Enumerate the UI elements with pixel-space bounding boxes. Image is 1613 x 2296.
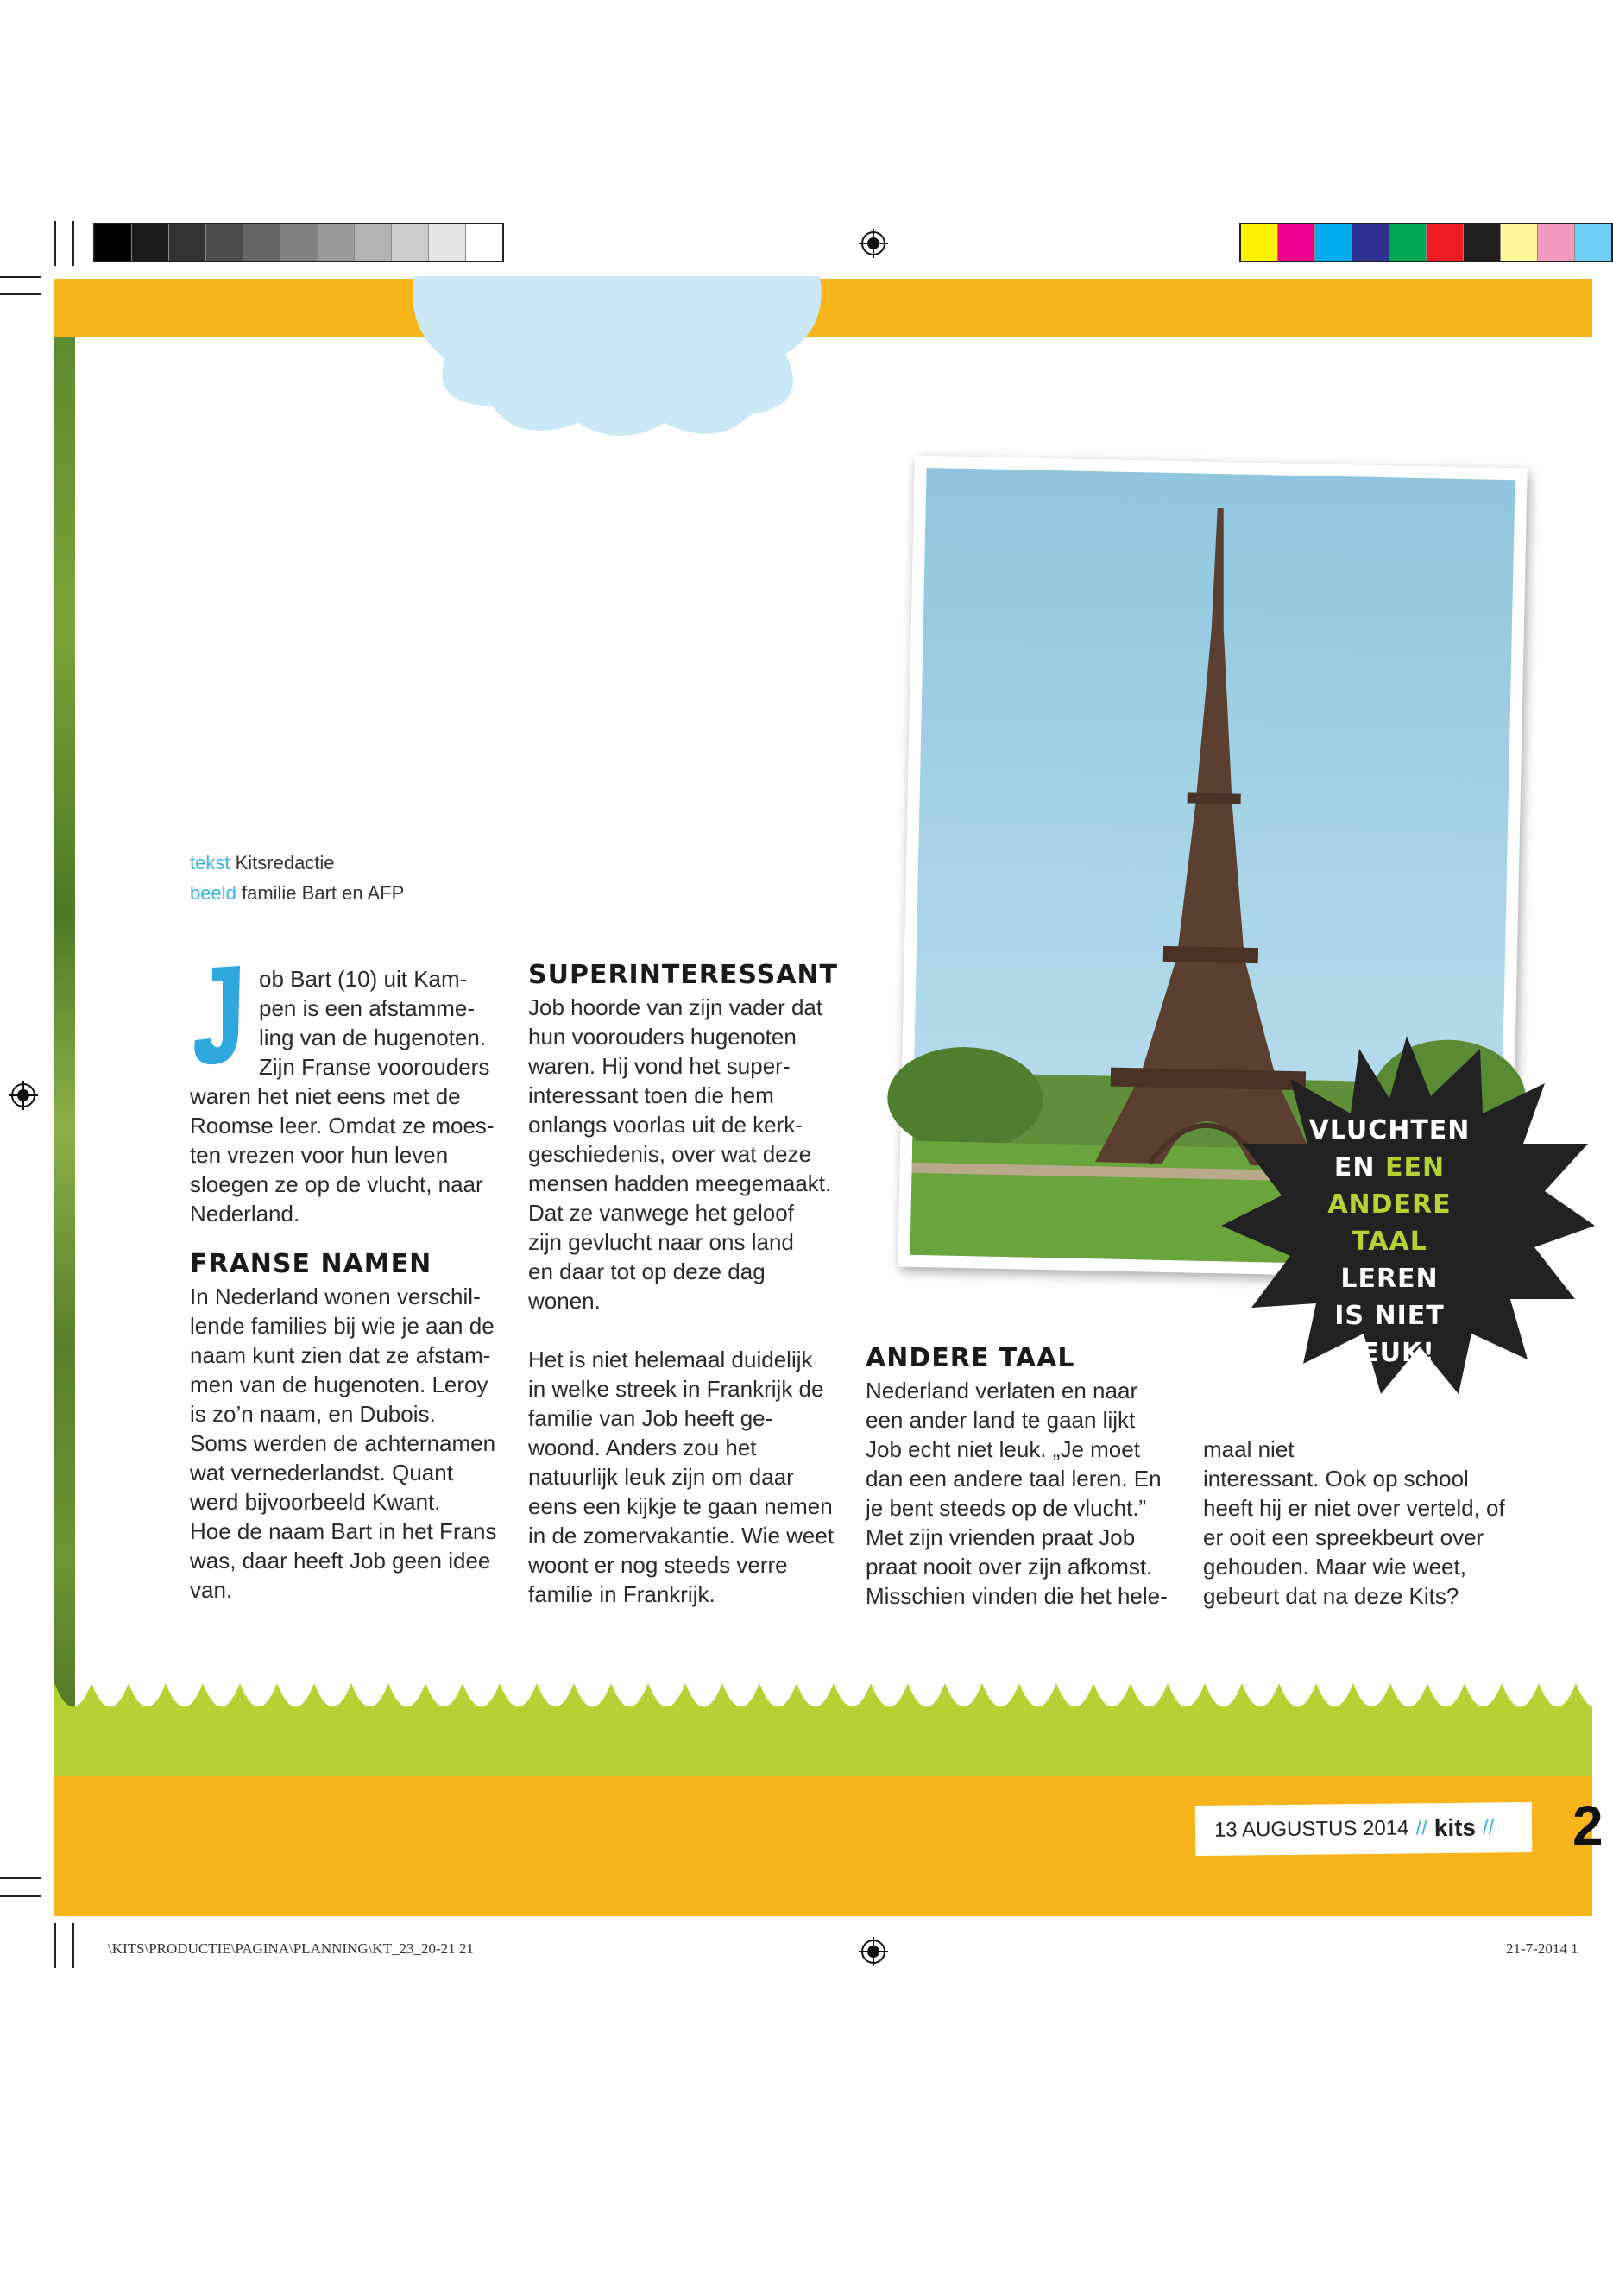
paragraph-streek: Het is niet helemaal duidelijk in welke streek in Frankrijk de familie van Job heeft ge- woond. Anders zou het natuurlijk leuk zijn om daar eens een kijkje te gaan nemen in de zomervakantie. Wie weet woont er nog steeds verre familie in Frankrijk. — [528, 1347, 835, 1607]
crop-mark — [72, 1923, 74, 1968]
registration-mark-icon — [9, 1081, 38, 1110]
color-calibration-bar — [1239, 223, 1613, 262]
heading-franse-namen: FRANSE NAMEN — [190, 1249, 432, 1279]
starburst-quote — [1303, 1112, 1476, 1372]
crop-mark — [0, 293, 41, 295]
article-credits — [190, 848, 404, 908]
starburst-line: VLUCHTEN — [1308, 1115, 1471, 1145]
registration-mark-icon — [859, 1937, 888, 1966]
paragraph-andere-taal: Nederland verlaten en naar een ander land te gaan lijkt Job echt niet leuk. „Je moet dan een andere taal leren. En je bent steeds op de vlucht.” Met zijn vrienden praat Job praat nooit over zijn afkomst. Misschien vinden die het hele- — [866, 1378, 1168, 1609]
magazine-brand: kits — [1433, 1813, 1477, 1842]
paragraph-franse-namen: In Nederland wonen verschil- lende families bij wie je aan de naam kunt zien dat ze afstam- men van de hugenoten. Leroy is zo’n naam, en Dubois. Soms werden de achternamen wat vernederlandst. Quant werd bijvoorbeeld Kwant. Hoe de naam Bart in het Frans was, daar heeft Job geen idee van. — [190, 1284, 497, 1603]
article-column-2 — [528, 958, 856, 1609]
crop-mark — [54, 221, 56, 266]
starburst-line: IS NIET — [1334, 1301, 1445, 1331]
starburst-line: LEUK! — [1344, 1338, 1435, 1368]
left-grass-strip — [54, 337, 75, 1775]
print-date-slug: 21-7-2014 1 — [1506, 1940, 1578, 1957]
intro-paragraph-rest: waren het niet eens met de Roomse leer. Omdat ze moes- ten vrezen voor hun leven sloegen ze op de vlucht, naar Nederland. — [190, 1083, 495, 1227]
heading-superinteressant: SUPERINTERESSANT — [528, 960, 839, 990]
registration-mark-icon — [859, 229, 888, 258]
separator: // — [1415, 1816, 1427, 1840]
page-number: 2 — [1572, 1795, 1604, 1857]
starburst-line: TAAL LEREN — [1340, 1227, 1439, 1294]
paragraph-continuation: maal niet interessant. Ook op school heeft hij er niet over verteld, of er ooit een spreekbeurt over gehouden. Maar wie weet, gebeurt dat na deze Kits? — [1203, 1436, 1505, 1609]
separator: // — [1482, 1815, 1495, 1839]
issue-date-box — [1195, 1802, 1533, 1856]
credit-label: tekst — [190, 852, 230, 874]
file-path-slug: \KITS\PRODUCTIE\PAGINA\PLANNING\KT_23_20-21 21 — [108, 1940, 474, 1957]
crop-mark — [54, 1923, 56, 1968]
starburst-line: EN EEN — [1333, 1152, 1446, 1183]
article-column-4 — [1203, 1435, 1531, 1611]
credit-label: beeld — [190, 882, 236, 904]
dropcap-j — [193, 964, 243, 1068]
starburst-line: ANDERE — [1327, 1189, 1452, 1220]
crop-mark — [0, 1895, 41, 1897]
heading-andere-taal: ANDERE TAAL — [866, 1343, 1075, 1373]
issue-date: 13 AUGUSTUS 2014 — [1213, 1816, 1409, 1842]
article-column-1 — [190, 964, 509, 1605]
crop-mark — [0, 276, 41, 278]
crop-mark — [0, 1877, 41, 1879]
crop-mark — [72, 221, 74, 266]
cloud-shape — [406, 276, 829, 440]
svg-text:J: J — [193, 964, 194, 965]
scalloped-grass-border — [54, 1666, 1592, 1778]
credit-value: familie Bart en AFP — [241, 882, 405, 904]
credit-value: Kitsredactie — [235, 852, 335, 874]
paragraph-superinteressant: Job hoorde van zijn vader dat hun voorouders hugenoten waren. Hij vond het super- interessant toen die hem onlangs voorlas uit de kerk- geschiedenis, over wat deze mensen hadden meegemaakt. Dat ze vanwege het geloof zijn gevlucht naar ons land en daar tot op deze dag wonen. — [528, 994, 832, 1314]
article-column-3 — [866, 1341, 1194, 1611]
grayscale-calibration-bar — [93, 223, 504, 262]
intro-paragraph: ob Bart (10) uit Kam- pen is een afstamme- ling van de hugenoten. Zijn Franse voorouders — [259, 966, 490, 1080]
